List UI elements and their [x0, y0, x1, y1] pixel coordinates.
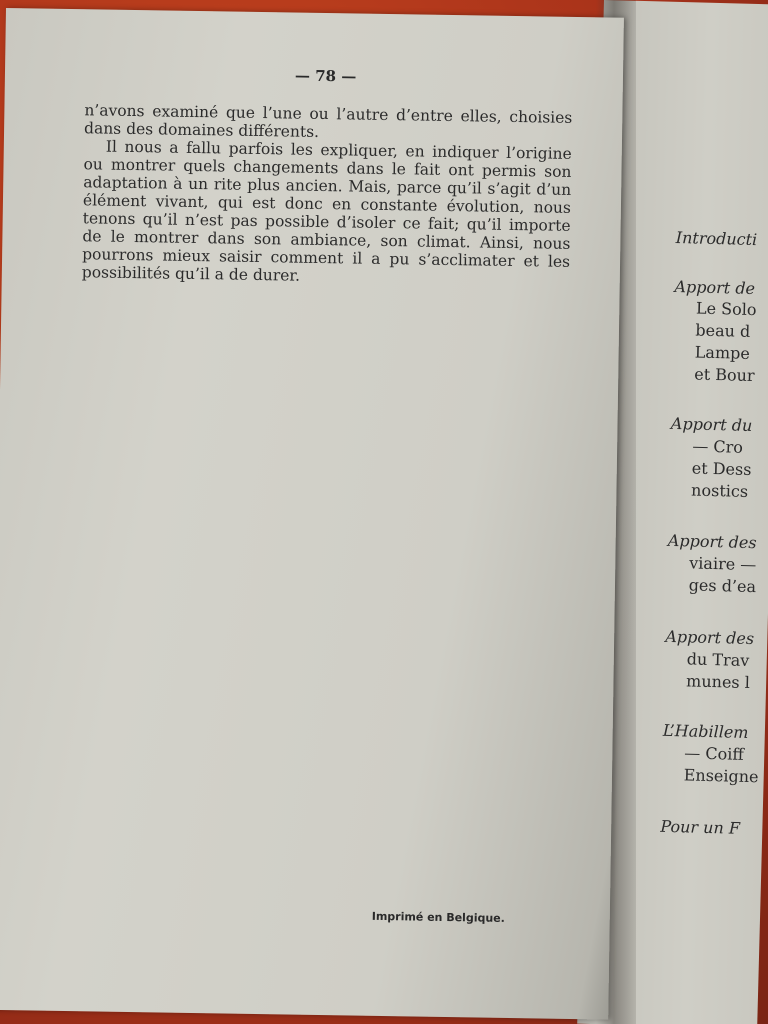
toc-line: L’Habillem: [662, 720, 749, 743]
toc-line: et Bour: [693, 364, 755, 386]
left-page: [0, 8, 624, 1020]
toc-line: Apport des: [667, 530, 757, 553]
toc-line: Pour un F: [660, 816, 741, 838]
toc-line: viaire —: [689, 553, 757, 575]
printer-mark: Imprimé en Belgique.: [371, 909, 505, 925]
page-number: — 78 —: [294, 66, 357, 86]
toc-line: Lampe: [694, 342, 751, 363]
paragraph: Il nous a fallu parfois les expliquer, en indiquer l’origine ou montrer quels changements dans le fait ont permis son adaptation à un rite plus ancien. Mais, parce qu’il s’agit d’un élément vivant, qui est donc en constante évolution, nous tenons qu’il n’est pas possible d’isoler ce fait; qu’il importe de le montrer dans son ambiance, son climat. Ainsi, nous pourrons mieux saisir comment il a pu s’acclimater et les possibilités qu’il a de durer.: [81, 137, 572, 285]
toc-line: munes l: [685, 671, 751, 693]
toc-line: et Dess: [691, 458, 752, 480]
paragraph: n’avons examiné que l’une ou l’autre d’entre elles, choisies dans des domaines différents.: [83, 101, 573, 141]
toc-line: beau d: [695, 320, 751, 341]
toc-line: Apport des: [665, 626, 755, 649]
toc-line: ges d’ea: [688, 575, 757, 597]
body-text: [82, 101, 573, 289]
toc-line: Apport du: [670, 413, 753, 436]
toc-line: Le Solo: [695, 298, 757, 320]
toc-line: du Trav: [686, 649, 750, 671]
toc-line: Apport de: [674, 276, 756, 299]
toc-line: — Cro: [692, 436, 744, 457]
toc-line: — Coiff: [684, 743, 745, 764]
toc-line: Enseigne: [683, 765, 759, 787]
toc-line: Introducti: [675, 227, 758, 250]
toc-line: nostics: [690, 480, 749, 501]
